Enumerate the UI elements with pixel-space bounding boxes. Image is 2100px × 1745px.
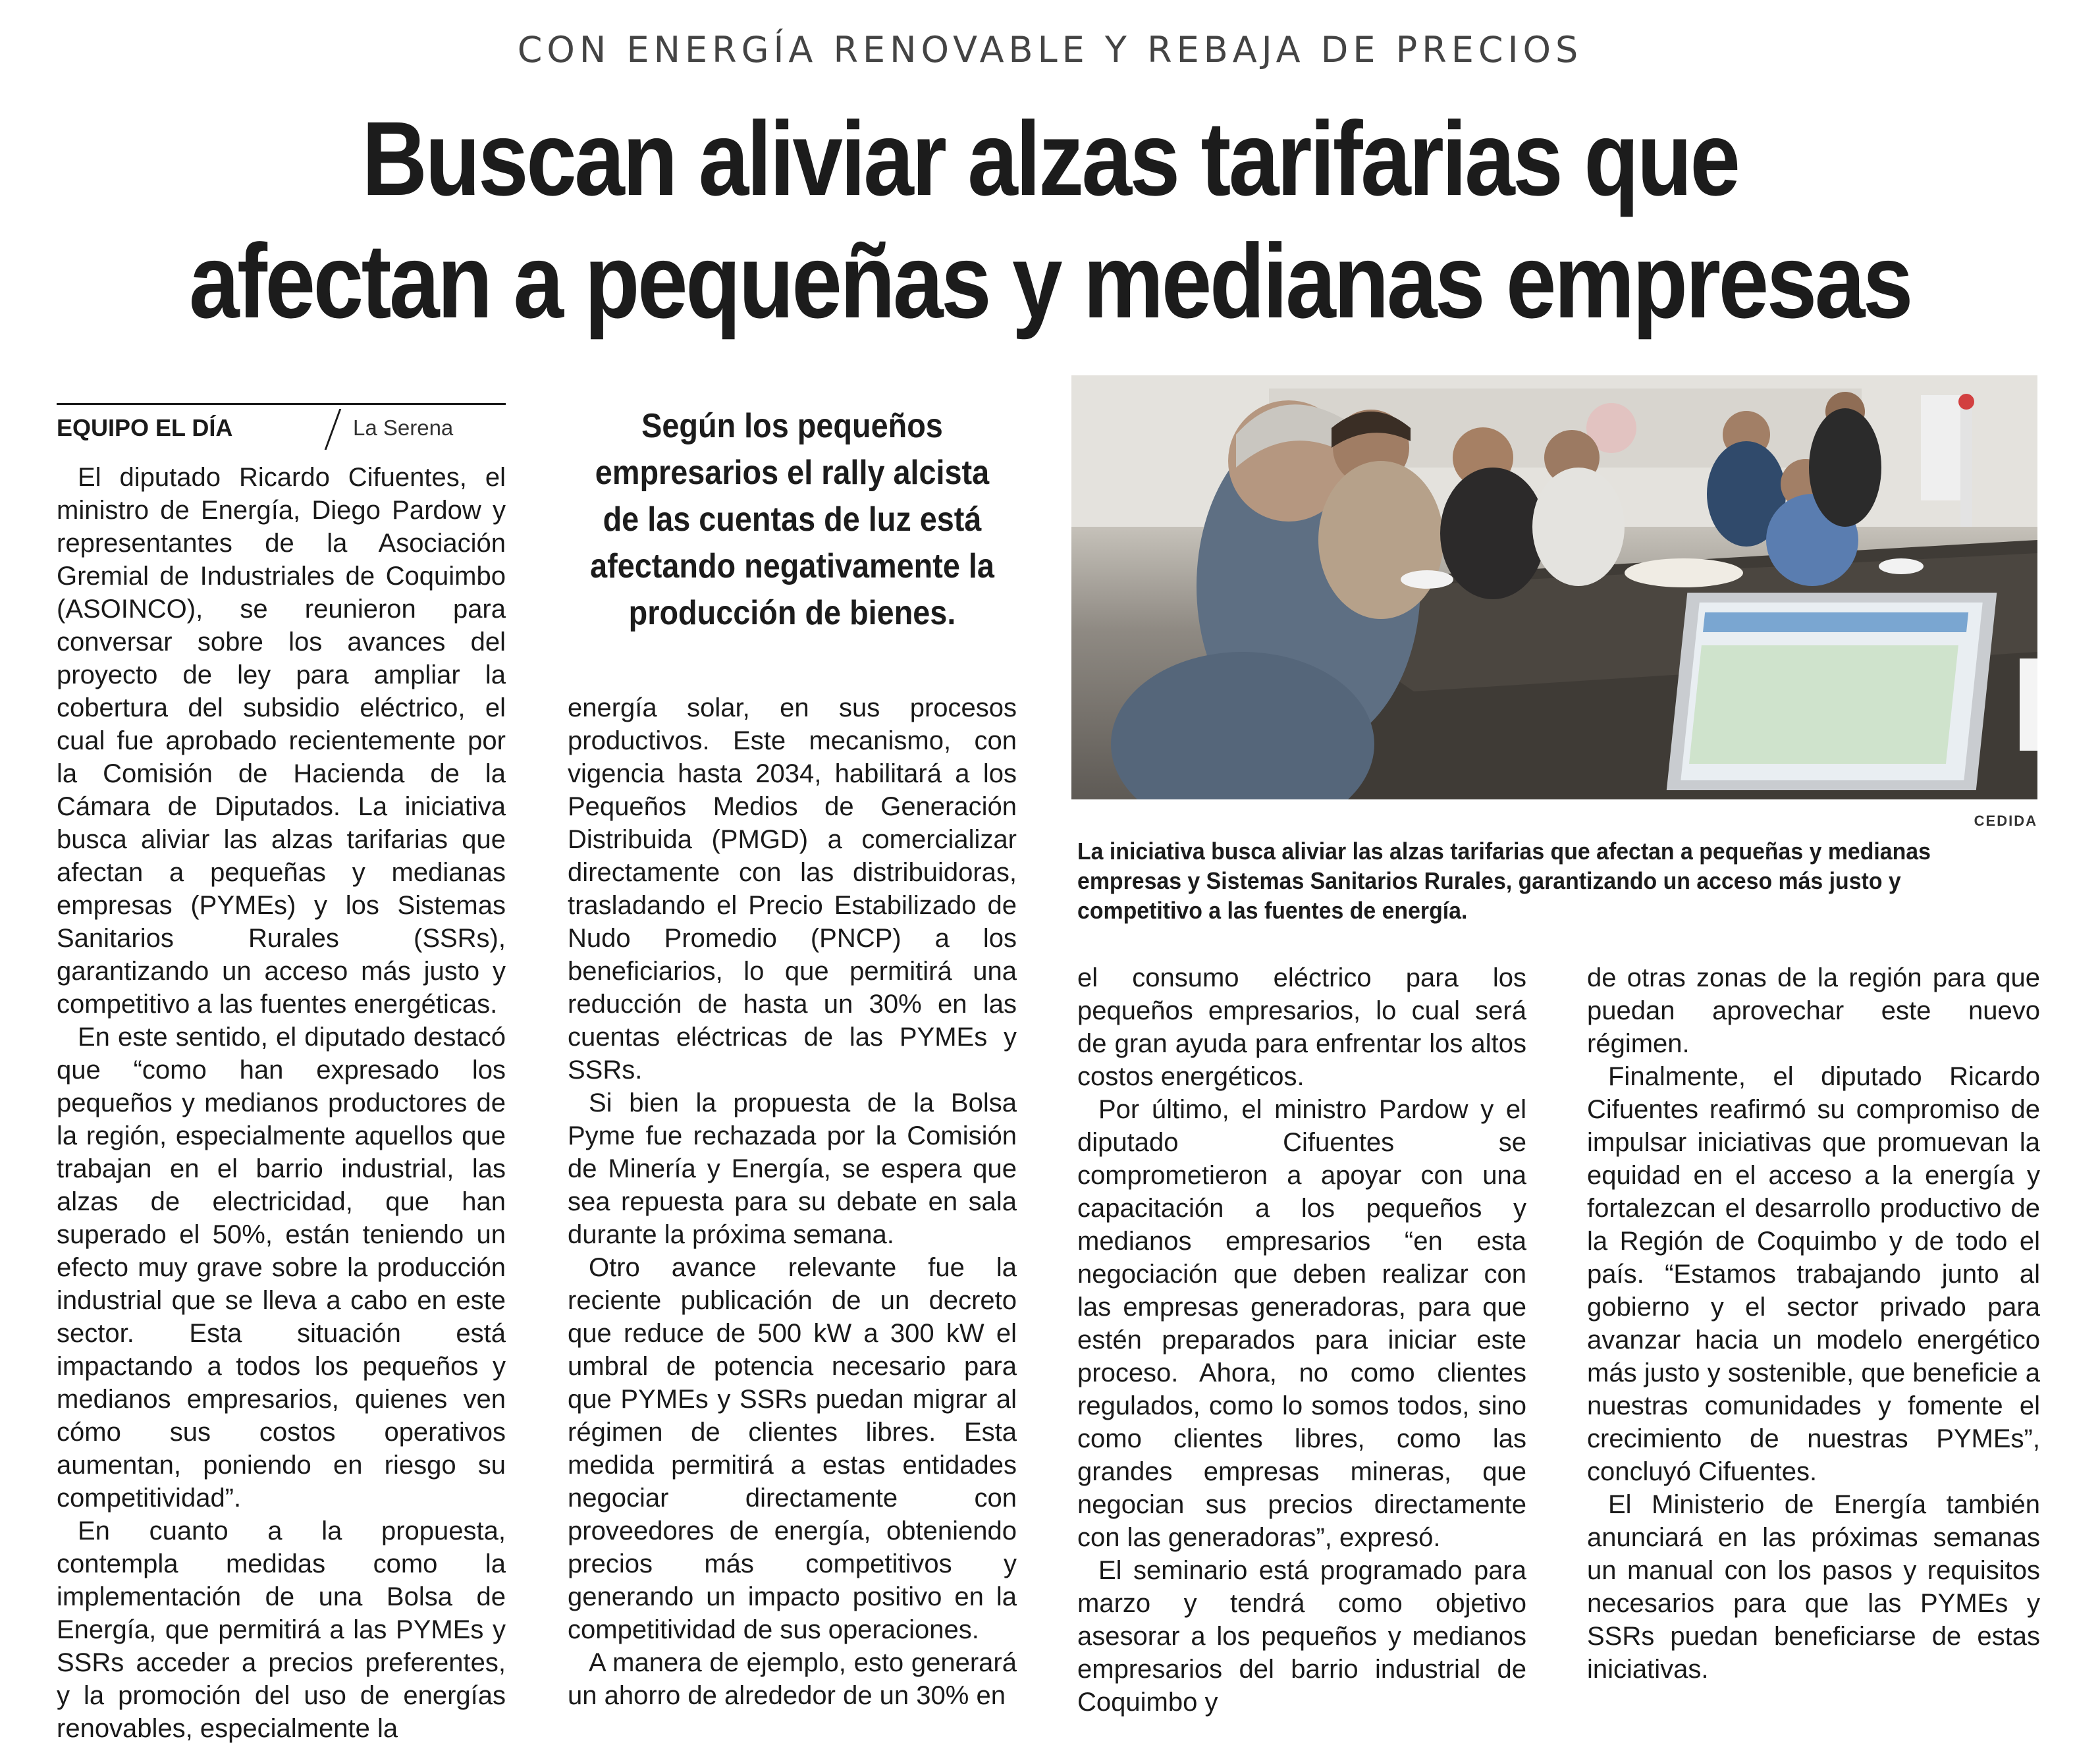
paragraph: de otras zonas de la región para que puedan aprovechar este nuevo régimen. <box>1587 963 2040 1058</box>
article-column-3 <box>1077 961 1526 1719</box>
headline <box>147 97 1953 342</box>
paragraph: En cuanto a la propuesta, contempla medidas como la implementación de una Bolsa de Energía, que permitirá a las PYMEs y SSRs acceder a precios preferentes, y la promoción del uso de energías renovables, especialmente la <box>57 1517 506 1743</box>
paragraph: El Ministerio de Energía también anunciará en las próximas semanas un manual con los pasos y requisitos necesarios para que las PYMEs y SSRs puedan beneficiarse de estas iniciativas. <box>1587 1490 2040 1684</box>
article-photo <box>1071 375 2037 799</box>
paragraph: En este sentido, el diputado destacó que “como han expresado los pequeños y medianos productores de la región, especialmente aquellos que trabajan en el barrio industrial, las alzas de electricidad, que han superado el 50%, están teniendo un efecto muy grave sobre la producción industrial que se lleva a cabo en este sector. Esta situación está impactando a todos los pequeños y medianos empresarios, quienes ven cómo sus costos operativos aumentan, poniendo en riesgo su competitividad”. <box>57 1023 506 1513</box>
paragraph: el consumo eléctrico para los pequeños empresarios, lo cual será de gran ayuda para enfrentar los altos costos energéticos. <box>1077 963 1526 1091</box>
paragraph: El diputado Ricardo Cifuentes, el ministro de Energía, Diego Pardow y representantes de la Asociación Gremial de Industriales de Coquimbo (ASOINCO), se reunieron para conversar sobre los avances del proyecto de ley para ampliar la cobertura del subsidio eléctrico, el cual fue aprobado recientemente por la Comisión de Hacienda de la Cámara de Diputados. La iniciativa busca aliviar las alzas tarifarias que afectan a pequeñas y medianas empresas (PYMEs) y los Sistemas Sanitarios Rurales (SSRs), garantizando un acceso más justo y competitivo a las fuentes energéticas. <box>57 463 506 1019</box>
photo-credit: CEDIDA <box>1974 813 2037 829</box>
kicker: CON ENERGÍA RENOVABLE Y REBAJA DE PRECIOS <box>517 29 1583 70</box>
byline-place: La Serena <box>353 416 454 440</box>
article-column-4 <box>1587 961 2040 1686</box>
paragraph: A manera de ejemplo, esto generará un ahorro de alrededor de un 30% en <box>568 1648 1017 1710</box>
byline-divider <box>325 409 342 450</box>
meeting-photo-illustration <box>1071 375 2037 799</box>
byline-author: EQUIPO EL DÍA <box>57 414 233 441</box>
paragraph: energía solar, en sus procesos productivos. Este mecanismo, con vigencia hasta 2034, habilitará a los Pequeños Medios de Generación Distribuida (PMGD) a comercializar directamente con las distribuidoras, trasladando el Precio Estabilizado de Nudo Promedio (PNCP) a los beneficiarios, lo que permitirá una reducción de hasta un 30% en las cuentas eléctricas de las PYMEs y SSRs. <box>568 693 1017 1085</box>
article-column-2 <box>568 691 1017 1712</box>
paragraph: Finalmente, el diputado Ricardo Cifuentes reafirmó su compromiso de impulsar iniciativas que promuevan la equidad en el acceso a la energía y fortalezcan el desarrollo productivo de la Región de Coquimbo y de todo el país. “Estamos trabajando junto al gobierno y el sector privado para avanzar hacia un modelo energético más justo y sostenible, que beneficie a nuestras comunidades y fomente el crecimiento de nuestras PYMEs”, concluyó Cifuentes. <box>1587 1062 2040 1486</box>
byline <box>57 403 506 444</box>
paragraph: Otro avance relevante fue la reciente publicación de un decreto que reduce de 500 kW a 300 kW el umbral de potencia necesario para que PYMEs y SSRs puedan migrar al régimen de clientes libres. Esta medida permitirá a estas entidades negociar directamente con proveedores de energía, obteniendo precios más competitivos y generando un impacto positivo en la competitividad de sus operaciones. <box>568 1253 1017 1644</box>
paragraph: Si bien la propuesta de la Bolsa Pyme fue rechazada por la Comisión de Minería y Energía, se espera que sea repuesta para su debate en sala durante la próxima semana. <box>568 1088 1017 1249</box>
photo-caption: La iniciativa busca aliviar las alzas tarifarias que afectan a pequeñas y medianas empresas y Sistemas Sanitarios Rurales, garantizando un acceso más justo y competitivo a las fuentes de energía. <box>1077 838 1931 924</box>
paragraph: El seminario está programado para marzo y tendrá como objetivo asesorar a los pequeños y medianos empresarios del barrio industrial de Coquimbo y <box>1077 1556 1526 1717</box>
headline-line-1: Buscan aliviar alzas tarifarias que <box>362 99 1738 217</box>
headline-line-2: afectan a pequeñas y medianas empresas <box>189 222 1911 340</box>
article-column-1 <box>57 461 506 1745</box>
paragraph: Por último, el ministro Pardow y el diputado Cifuentes se comprometieron a apoyar con una capacitación a los pequeños y medianos empresarios “en esta negociación que deben realizar con las empresas generadoras, para que estén preparados para iniciar este proceso. Ahora, no como clientes regulados, como lo somos todos, sino como clientes libres, como las grandes empresas mineras, que negocian sus precios directamente con las generadoras”, expresó. <box>1077 1095 1526 1552</box>
pull-quote: Según los pequeños empresarios el rally alcista de las cuentas de luz está afectando negativamente la producción de bienes. <box>590 407 994 632</box>
